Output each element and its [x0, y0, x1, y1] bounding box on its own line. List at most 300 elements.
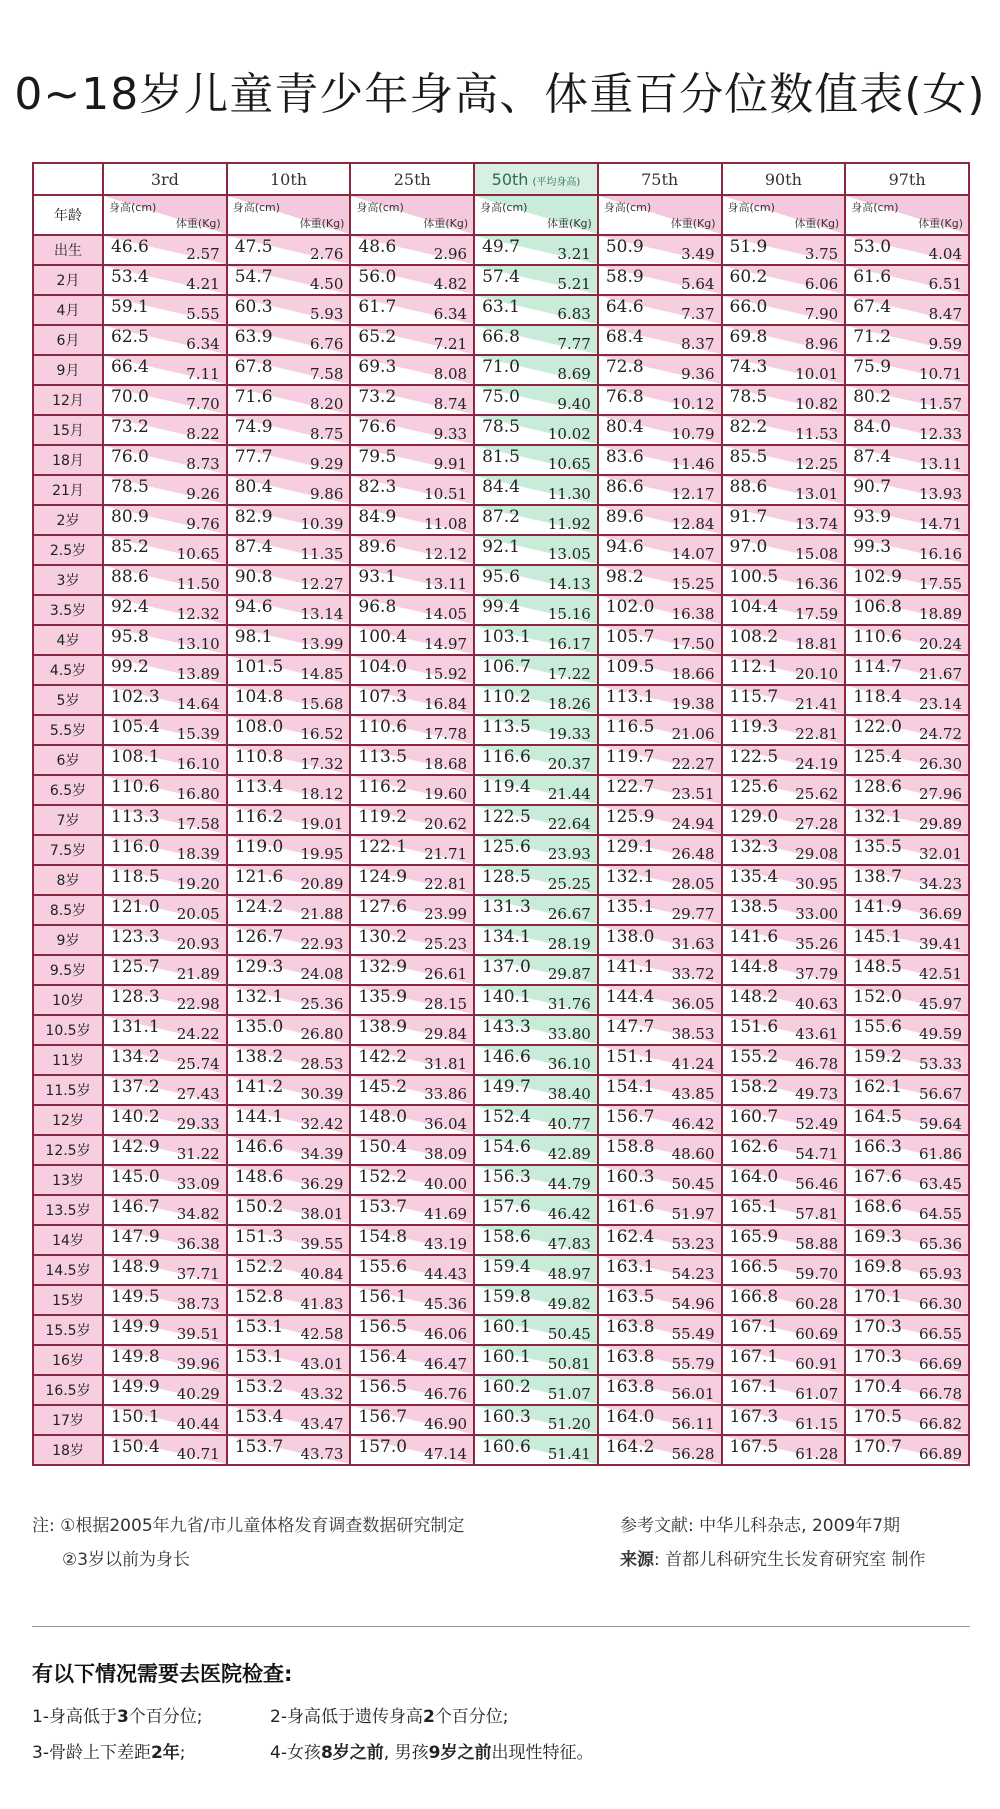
value-cell: [350, 655, 474, 685]
value-cell: [227, 1285, 351, 1315]
value-cell: [103, 625, 227, 655]
weight-value: 40.44: [176, 1415, 220, 1433]
value-cell: [722, 745, 846, 775]
height-value: 74.3: [729, 357, 768, 377]
weight-value: 33.86: [424, 1085, 468, 1103]
weight-value: 13.14: [300, 605, 344, 623]
height-value: 73.2: [111, 417, 149, 437]
age-cell: 8.5岁: [33, 895, 103, 925]
value-cell: [845, 715, 969, 745]
value-cell: [103, 655, 227, 685]
note-2: ②3岁以前为身长: [62, 1550, 191, 1570]
weight-value: 17.22: [547, 665, 591, 683]
weight-value: 14.97: [424, 635, 468, 653]
value-cell: [350, 895, 474, 925]
table-row: [33, 745, 969, 775]
value-cell: [103, 1015, 227, 1045]
weight-value: 10.65: [176, 545, 220, 563]
value-cell: [103, 835, 227, 865]
table-row: [33, 1045, 969, 1075]
weight-value: 11.53: [795, 425, 839, 443]
weight-value: 11.50: [176, 575, 220, 593]
value-cell: [350, 1015, 474, 1045]
weight-value: 39.41: [919, 935, 962, 953]
height-value: 78.5: [482, 417, 520, 437]
weight-value: 19.60: [424, 785, 468, 803]
corner-cell: [33, 163, 103, 195]
height-value: 170.1: [853, 1287, 902, 1307]
height-value: 46.6: [111, 237, 149, 257]
value-cell: [227, 1105, 351, 1135]
source-label: 来源: [620, 1550, 654, 1570]
weight-value: 25.23: [424, 935, 468, 953]
value-cell: [845, 565, 969, 595]
age-cell: 15.5岁: [33, 1315, 103, 1345]
height-value: 122.5: [482, 807, 531, 827]
weight-value: 10.71: [919, 365, 962, 383]
weight-value: 18.12: [300, 785, 344, 803]
weight-value: 38.09: [424, 1145, 468, 1163]
weight-value: 23.14: [919, 695, 962, 713]
unit-header: [845, 195, 969, 235]
value-cell: [845, 1195, 969, 1225]
height-value: 118.4: [853, 687, 902, 707]
weight-value: 61.07: [795, 1385, 839, 1403]
height-value: 116.6: [482, 747, 531, 767]
weight-value: 19.33: [547, 725, 591, 743]
table-row: [33, 835, 969, 865]
height-value: 65.2: [358, 327, 397, 347]
weight-value: 9.91: [433, 455, 468, 473]
value-cell: [474, 1255, 598, 1285]
weight-value: 16.10: [176, 755, 220, 773]
weight-value: 25.62: [795, 785, 839, 803]
percentile-header-row: [33, 163, 969, 195]
value-cell: [227, 1135, 351, 1165]
weight-value: 57.81: [795, 1205, 839, 1223]
weight-value: 20.93: [176, 935, 220, 953]
value-cell: [103, 1315, 227, 1345]
height-value: 119.2: [358, 807, 408, 827]
value-cell: [845, 535, 969, 565]
value-cell: [103, 1195, 227, 1225]
value-cell: [474, 865, 598, 895]
weight-value: 27.28: [795, 815, 839, 833]
value-cell: [474, 1195, 598, 1225]
value-cell: [350, 295, 474, 325]
value-cell: [103, 475, 227, 505]
height-value: 108.2: [729, 627, 779, 647]
height-value: 166.3: [853, 1137, 902, 1157]
height-value: 98.2: [605, 567, 644, 587]
height-value: 126.7: [234, 927, 284, 947]
value-cell: [103, 1375, 227, 1405]
unit-header: [598, 195, 722, 235]
height-value: 105.7: [605, 627, 655, 647]
weight-value: 18.68: [424, 755, 468, 773]
value-cell: [845, 955, 969, 985]
height-value: 153.1: [234, 1347, 284, 1367]
value-cell: [227, 835, 351, 865]
value-cell: [845, 1135, 969, 1165]
value-cell: [227, 985, 351, 1015]
weight-value: 12.32: [176, 605, 220, 623]
height-value: 69.8: [729, 327, 768, 347]
value-cell: [598, 895, 722, 925]
weight-value: 14.05: [424, 605, 468, 623]
height-value: 84.9: [358, 507, 397, 527]
value-cell: [227, 1015, 351, 1045]
value-cell: [722, 475, 846, 505]
value-cell: [227, 1165, 351, 1195]
value-cell: [350, 1195, 474, 1225]
value-cell: [474, 325, 598, 355]
value-cell: [598, 625, 722, 655]
value-cell: [845, 625, 969, 655]
height-value: 125.6: [482, 837, 531, 857]
value-cell: [598, 1345, 722, 1375]
weight-value: 17.58: [176, 815, 220, 833]
height-value: 170.4: [853, 1377, 902, 1397]
value-cell: [845, 1255, 969, 1285]
table-row: [33, 1195, 969, 1225]
value-cell: [474, 1105, 598, 1135]
value-cell: [474, 445, 598, 475]
height-value: 160.2: [482, 1377, 531, 1397]
value-cell: [350, 235, 474, 265]
height-value: 161.6: [605, 1197, 655, 1217]
age-cell: 4岁: [33, 625, 103, 655]
age-cell: 17岁: [33, 1405, 103, 1435]
percentile-header: [474, 163, 598, 195]
weight-value: 34.82: [176, 1205, 220, 1223]
weight-value: 32.01: [919, 845, 962, 863]
weight-value: 22.27: [671, 755, 715, 773]
value-cell: [227, 385, 351, 415]
height-value: 149.9: [111, 1317, 160, 1337]
percentile-sublabel: (平均身高): [532, 176, 581, 188]
value-cell: [598, 1405, 722, 1435]
weight-value: 19.38: [671, 695, 715, 713]
weight-value: 22.64: [547, 815, 591, 833]
age-cell: 4月: [33, 295, 103, 325]
height-value: 135.5: [853, 837, 902, 857]
value-cell: [845, 655, 969, 685]
value-cell: [350, 955, 474, 985]
weight-value: 43.32: [300, 1385, 344, 1403]
value-cell: [598, 685, 722, 715]
weight-value: 34.23: [919, 875, 962, 893]
value-cell: [350, 1225, 474, 1255]
height-value: 116.2: [234, 807, 284, 827]
weight-value: 13.05: [547, 545, 591, 563]
age-cell: 16岁: [33, 1345, 103, 1375]
value-cell: [598, 865, 722, 895]
weight-value: 45.36: [424, 1295, 468, 1313]
value-cell: [598, 325, 722, 355]
value-cell: [227, 745, 351, 775]
value-cell: [103, 985, 227, 1015]
value-cell: [845, 685, 969, 715]
value-cell: [722, 1315, 846, 1345]
weight-value: 12.27: [300, 575, 344, 593]
value-cell: [103, 1225, 227, 1255]
weight-value: 22.93: [300, 935, 344, 953]
weight-value: 14.85: [300, 665, 344, 683]
weight-value: 17.59: [795, 605, 839, 623]
height-value: 157.6: [482, 1197, 531, 1217]
value-cell: [722, 295, 846, 325]
height-value: 138.0: [605, 927, 655, 947]
height-value: 153.7: [358, 1197, 408, 1217]
weight-value: 36.10: [547, 1055, 591, 1073]
height-value: 151.6: [729, 1017, 779, 1037]
age-cell: 13岁: [33, 1165, 103, 1195]
weight-value: 33.00: [795, 905, 839, 923]
value-cell: [598, 655, 722, 685]
age-cell: 11.5岁: [33, 1075, 103, 1105]
value-cell: [474, 745, 598, 775]
weight-value: 59.64: [919, 1115, 962, 1133]
value-cell: [722, 235, 846, 265]
weight-value: 43.85: [671, 1085, 715, 1103]
value-cell: [722, 535, 846, 565]
weight-value: 66.69: [919, 1355, 962, 1373]
percentile-label: 97th: [888, 169, 926, 189]
height-value: 155.6: [853, 1017, 902, 1037]
weight-value: 9.29: [310, 455, 344, 473]
weight-value: 21.67: [919, 665, 962, 683]
value-cell: [598, 535, 722, 565]
height-value: 154.8: [358, 1227, 408, 1247]
weight-value: 11.46: [671, 455, 715, 473]
value-cell: [598, 1225, 722, 1255]
height-value: 114.7: [853, 657, 902, 677]
height-value: 145.0: [111, 1167, 160, 1187]
value-cell: [845, 895, 969, 925]
weight-value: 35.26: [795, 935, 839, 953]
value-cell: [474, 1165, 598, 1195]
weight-value: 20.62: [424, 815, 468, 833]
weight-value: 46.90: [424, 1415, 468, 1433]
height-value: 88.6: [729, 477, 768, 497]
weight-value: 12.84: [671, 515, 715, 533]
weight-value: 8.74: [433, 395, 468, 413]
weight-value: 41.83: [300, 1295, 344, 1313]
age-cell: 9.5岁: [33, 955, 103, 985]
value-cell: [598, 955, 722, 985]
table-row: [33, 1315, 969, 1345]
height-value: 113.5: [358, 747, 408, 767]
age-cell: 6岁: [33, 745, 103, 775]
value-cell: [227, 445, 351, 475]
height-value: 125.7: [111, 957, 160, 977]
table-row: [33, 1165, 969, 1195]
weight-value: 8.73: [186, 455, 220, 473]
value-cell: [722, 1345, 846, 1375]
weight-value: 12.25: [795, 455, 839, 473]
height-value: 144.8: [729, 957, 779, 977]
value-cell: [598, 1435, 722, 1465]
value-cell: [722, 715, 846, 745]
height-value: 113.1: [605, 687, 655, 707]
height-value: 80.4: [234, 477, 273, 497]
value-cell: [350, 865, 474, 895]
value-cell: [103, 775, 227, 805]
weight-value: 53.23: [671, 1235, 715, 1253]
height-value: 141.2: [234, 1077, 284, 1097]
value-cell: [474, 655, 598, 685]
height-value: 146.6: [234, 1137, 284, 1157]
age-cell: 16.5岁: [33, 1375, 103, 1405]
weight-value: 46.78: [795, 1055, 839, 1073]
value-cell: [474, 895, 598, 925]
value-cell: [845, 445, 969, 475]
height-value: 113.3: [111, 807, 160, 827]
height-value: 167.5: [729, 1437, 779, 1457]
weight-value: 29.77: [671, 905, 715, 923]
height-value: 125.9: [605, 807, 655, 827]
value-cell: [722, 1375, 846, 1405]
value-cell: [350, 1405, 474, 1435]
value-cell: [227, 925, 351, 955]
height-value: 68.4: [605, 327, 644, 347]
value-cell: [598, 805, 722, 835]
reference: 参考文献: 中华儿科杂志, 2009年7期: [620, 1516, 901, 1536]
value-cell: [227, 625, 351, 655]
height-value: 138.7: [853, 867, 902, 887]
value-cell: [722, 1435, 846, 1465]
height-value: 160.6: [482, 1437, 531, 1457]
value-cell: [598, 295, 722, 325]
table-row: [33, 655, 969, 685]
value-cell: [103, 925, 227, 955]
weight-value: 28.15: [424, 995, 468, 1013]
height-value: 122.5: [729, 747, 779, 767]
value-cell: [227, 1375, 351, 1405]
weight-value: 60.91: [795, 1355, 839, 1373]
value-cell: [474, 295, 598, 325]
weight-value: 11.57: [919, 395, 962, 413]
height-value: 163.1: [605, 1257, 655, 1277]
weight-value: 6.06: [804, 275, 839, 293]
weight-value: 3.21: [557, 245, 591, 263]
value-cell: [722, 1015, 846, 1045]
value-cell: [103, 1405, 227, 1435]
height-value: 121.0: [111, 897, 160, 917]
weight-value: 43.19: [424, 1235, 468, 1253]
value-cell: [474, 1225, 598, 1255]
height-value: 145.1: [853, 927, 902, 947]
height-value: 140.1: [482, 987, 531, 1007]
weight-value: 11.92: [547, 515, 591, 533]
percentile-header: [227, 163, 351, 195]
weight-value: 15.25: [671, 575, 715, 593]
value-cell: [474, 1135, 598, 1165]
height-value: 159.2: [853, 1047, 902, 1067]
value-cell: [103, 565, 227, 595]
weight-value: 12.12: [424, 545, 468, 563]
weight-value: 20.05: [176, 905, 220, 923]
weight-value: 13.11: [424, 575, 468, 593]
unit-header-row: [33, 195, 969, 235]
height-value: 134.1: [482, 927, 531, 947]
weight-value: 36.05: [671, 995, 715, 1013]
value-cell: [350, 625, 474, 655]
weight-value: 11.30: [547, 485, 591, 503]
growth-table: [32, 162, 970, 1466]
value-cell: [722, 1195, 846, 1225]
value-cell: [598, 1105, 722, 1135]
height-value: 75.0: [482, 387, 520, 407]
height-value: 60.2: [729, 267, 768, 287]
value-cell: [845, 385, 969, 415]
height-value: 167.3: [729, 1407, 779, 1427]
value-cell: [227, 655, 351, 685]
weight-value: 61.86: [919, 1145, 962, 1163]
value-cell: [845, 1045, 969, 1075]
weight-value: 29.08: [795, 845, 839, 863]
height-value: 150.2: [234, 1197, 284, 1217]
weight-value: 40.29: [176, 1385, 220, 1403]
height-value: 84.0: [853, 417, 892, 437]
weight-value: 5.64: [681, 275, 715, 293]
height-value: 122.1: [358, 837, 408, 857]
weight-value: 51.97: [671, 1205, 715, 1223]
value-cell: [845, 325, 969, 355]
weight-value: 18.89: [919, 605, 962, 623]
weight-value: 13.01: [795, 485, 839, 503]
weight-value: 66.30: [919, 1295, 962, 1313]
weight-value: 26.48: [671, 845, 715, 863]
height-value: 148.6: [234, 1167, 284, 1187]
weight-value: 64.55: [919, 1205, 962, 1223]
value-cell: [474, 1045, 598, 1075]
height-value: 110.2: [482, 687, 531, 707]
height-unit-label: 身高(cm): [480, 201, 528, 214]
height-value: 159.8: [482, 1287, 531, 1307]
value-cell: [103, 685, 227, 715]
height-value: 170.7: [853, 1437, 902, 1457]
height-value: 128.6: [853, 777, 902, 797]
weight-value: 55.49: [671, 1325, 715, 1343]
age-cell: 6月: [33, 325, 103, 355]
height-value: 145.2: [358, 1077, 408, 1097]
percentile-header: [722, 163, 846, 195]
height-value: 141.9: [853, 897, 902, 917]
table-row: [33, 1255, 969, 1285]
height-value: 81.5: [482, 447, 520, 467]
height-value: 110.6: [358, 717, 408, 737]
height-value: 67.8: [234, 357, 273, 377]
percentile-label: 25th: [393, 169, 431, 189]
height-value: 61.7: [358, 297, 397, 317]
value-cell: [598, 1045, 722, 1075]
height-value: 95.8: [111, 627, 149, 647]
value-cell: [598, 835, 722, 865]
height-value: 102.3: [111, 687, 160, 707]
height-value: 166.5: [729, 1257, 779, 1277]
weight-value: 8.96: [804, 335, 839, 353]
weight-value: 66.55: [919, 1325, 962, 1343]
value-cell: [103, 355, 227, 385]
height-value: 130.2: [358, 927, 408, 947]
height-value: 70.0: [111, 387, 149, 407]
table-row: [33, 865, 969, 895]
age-cell: 10.5岁: [33, 1015, 103, 1045]
age-header: 年龄: [33, 195, 103, 235]
weight-value: 21.41: [795, 695, 839, 713]
